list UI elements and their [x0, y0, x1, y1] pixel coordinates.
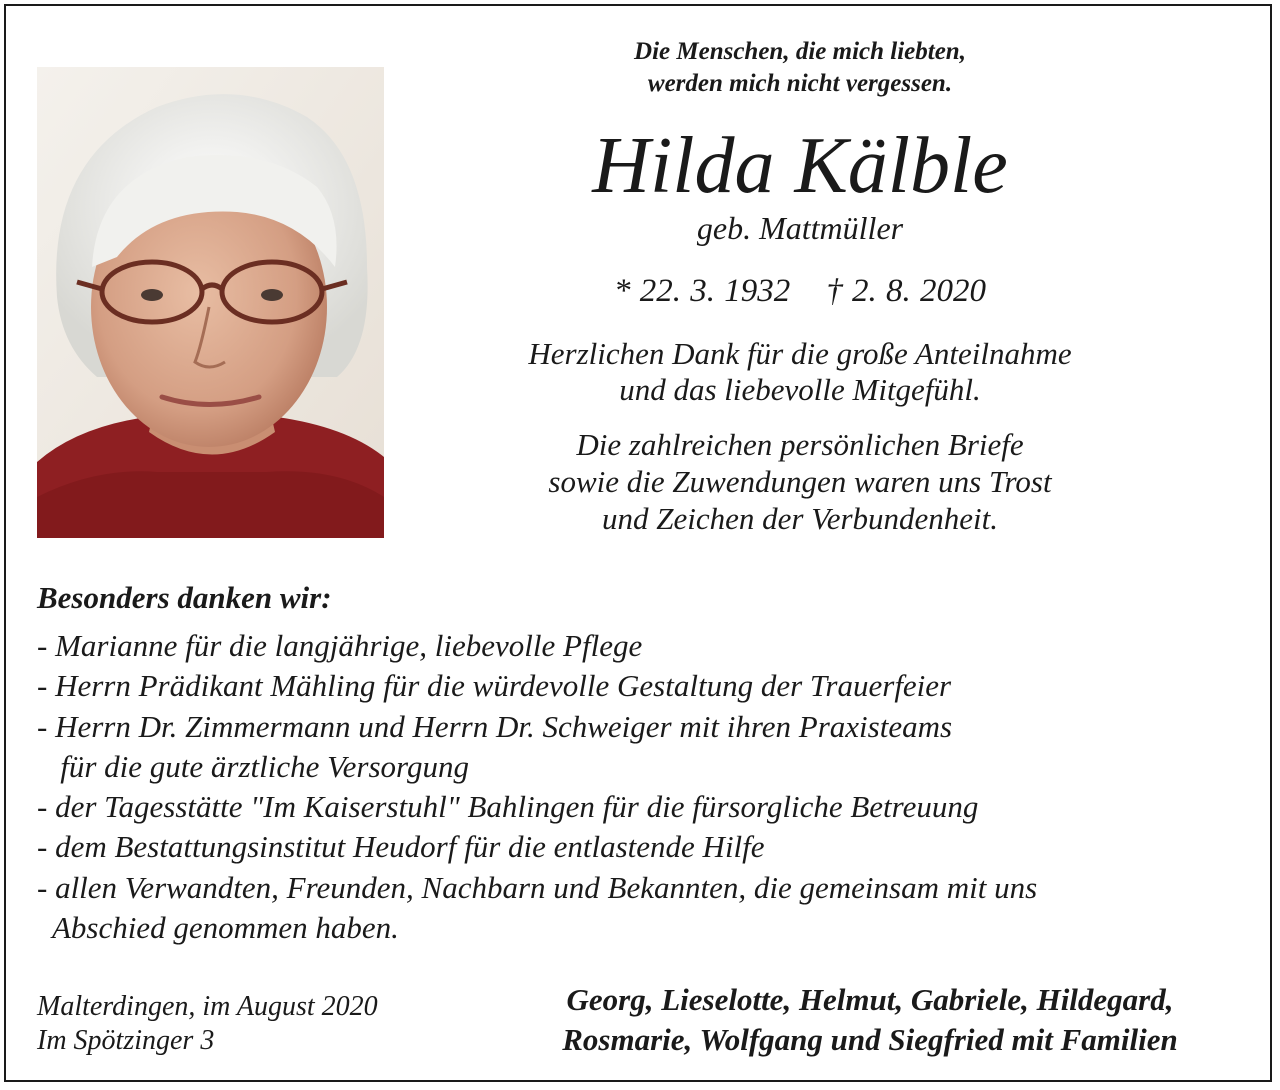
thanks-p2-line-3: und Zeichen der Verbundenheit.: [601, 501, 999, 536]
thanks-p2-line-1: Die zahlreichen persönlichen Briefe: [576, 427, 1024, 462]
list-item: - Herrn Prädikant Mähling für die würdevolle Gestaltung der Trauerfeier: [37, 668, 952, 704]
list-item: Abschied genommen haben.: [37, 910, 399, 946]
list-item: für die gute ärztliche Versorgung: [37, 748, 469, 784]
family-line-1: Georg, Lieselotte, Helmut, Gabriele, Hildegard,: [566, 982, 1174, 1017]
motto-line-2: werden mich nicht vergessen.: [647, 70, 953, 97]
list-item: - allen Verwandten, Freunden, Nachbarn und Bekannten, die gemeinsam mit uns: [37, 869, 1038, 905]
birth-date: * 22. 3. 1932: [614, 273, 791, 309]
motto-line-1: Die Menschen, die mich liebten,: [634, 38, 966, 65]
family-signature: [470, 980, 1270, 1060]
thanks-paragraph-1: [440, 336, 1160, 408]
list-item: - dem Bestattungsinstitut Heudorf für die entlastende Hilfe: [37, 829, 765, 865]
address: Im Spötzinger 3: [37, 1025, 215, 1056]
thanks-p1-line-1: Herzlichen Dank für die große Anteilnahme: [528, 336, 1072, 371]
life-dates: [440, 270, 1160, 312]
maiden-name: geb. Mattmüller: [696, 210, 904, 246]
list-item: - der Tagesstätte "Im Kaiserstuhl" Bahlingen für die fürsorgliche Betreuung: [37, 789, 979, 825]
motto: [440, 36, 1160, 100]
list-item: - Herrn Dr. Zimmermann und Herrn Dr. Schweiger mit ihren Praxisteams: [37, 708, 953, 744]
family-line-2: Rosmarie, Wolfgang und Siegfried mit Familien: [562, 1022, 1178, 1057]
special-thanks-list: [37, 626, 1037, 948]
portrait-photo: [37, 67, 384, 538]
special-thanks-heading: Besonders danken wir:: [37, 580, 332, 615]
list-item: - Marianne für die langjährige, liebevolle Pflege: [37, 628, 643, 663]
thanks-p2-line-2: sowie die Zuwendungen waren uns Trost: [548, 464, 1052, 499]
place-date: Malterdingen, im August 2020: [37, 991, 378, 1022]
thanks-p1-line-2: und das liebevolle Mitgefühl.: [619, 372, 981, 407]
death-date: † 2. 8. 2020: [826, 273, 986, 309]
thanks-paragraph-2: [440, 426, 1160, 537]
place-and-address: [37, 990, 378, 1058]
deceased-name: Hilda Kälble: [592, 122, 1008, 210]
